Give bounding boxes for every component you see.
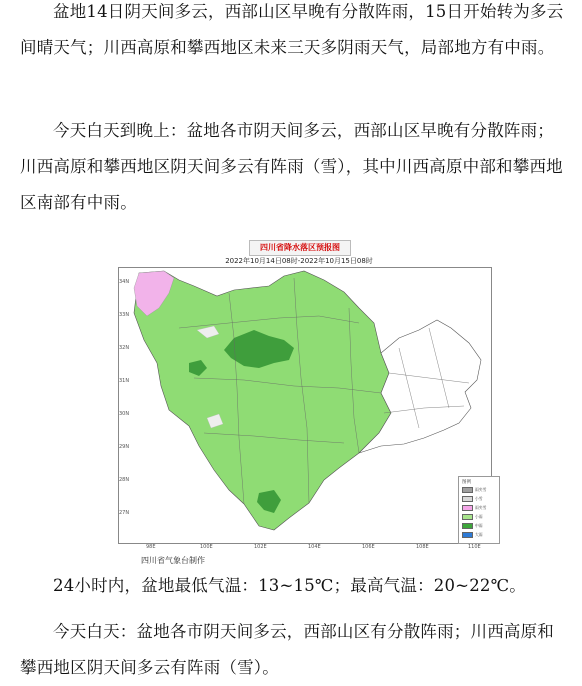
legend-item	[462, 532, 498, 537]
legend-label: 大雨	[475, 532, 483, 537]
precipitation-forecast-map	[102, 240, 492, 565]
legend-item	[462, 505, 498, 510]
lat-label: 31N	[119, 378, 130, 384]
lat-label: 27N	[119, 510, 130, 516]
lat-label: 34N	[119, 279, 130, 285]
legend-item	[462, 487, 498, 492]
lon-label: 108E	[416, 544, 429, 550]
lon-label: 104E	[308, 544, 321, 550]
map-credit: 四川省气象台制作	[141, 556, 205, 565]
forecast-paragraph-1: 盆地14日阴天间多云，西部山区早晚有分散阵雨，15日开始转为多云间晴天气；川西高原和攀西地区未来三天多阴雨天气，局部地方有中雨。	[20, 2, 564, 57]
legend-item	[462, 514, 498, 519]
lon-label: 106E	[362, 544, 375, 550]
legend-label: 雨夹雪	[475, 487, 487, 492]
lat-label: 33N	[119, 312, 130, 318]
lon-label: 102E	[254, 544, 267, 550]
legend-label: 雨夹雪	[475, 505, 487, 510]
map-title: 四川省降水落区预报图	[249, 240, 351, 256]
map-graphic	[119, 268, 491, 543]
legend-swatch	[462, 496, 473, 502]
legend-item	[462, 496, 498, 501]
legend-label: 小雪	[475, 496, 483, 501]
forecast-paragraph-4: 今天白天：盆地各市阴天间多云，西部山区有分散阵雨；川西高原和攀西地区阴天间多云有阵雨（雪）。	[20, 622, 554, 677]
legend-label: 中雨	[475, 523, 483, 528]
legend-swatch	[462, 487, 473, 493]
legend-swatch	[462, 505, 473, 511]
legend-title: 图例	[462, 480, 471, 485]
temperature-paragraph: 24小时内，盆地最低气温：13~15℃；最高气温：20~22℃。	[53, 576, 526, 595]
lon-label: 98E	[146, 544, 156, 550]
lon-label: 100E	[200, 544, 213, 550]
lat-label: 30N	[119, 411, 130, 417]
map-legend	[458, 476, 500, 544]
lat-label: 28N	[119, 477, 130, 483]
light-rain-region	[134, 271, 391, 530]
legend-swatch	[462, 523, 473, 529]
forecast-paragraph-2: 今天白天到晚上：盆地各市阴天间多云，西部山区早晚有分散阵雨；川西高原和攀西地区阴天间多云有阵雨（雪），其中川西高原中部和攀西地区南部有中雨。	[20, 121, 563, 212]
map-subtitle: 2022年10月14日08时-2022年10月15日08时	[225, 257, 373, 265]
lat-label: 29N	[119, 444, 130, 450]
lon-label: 110E	[468, 544, 481, 550]
lat-label: 32N	[119, 345, 130, 351]
legend-label: 小雨	[475, 514, 483, 519]
legend-item	[462, 523, 498, 528]
legend-swatch	[462, 514, 473, 520]
legend-swatch	[462, 532, 473, 538]
